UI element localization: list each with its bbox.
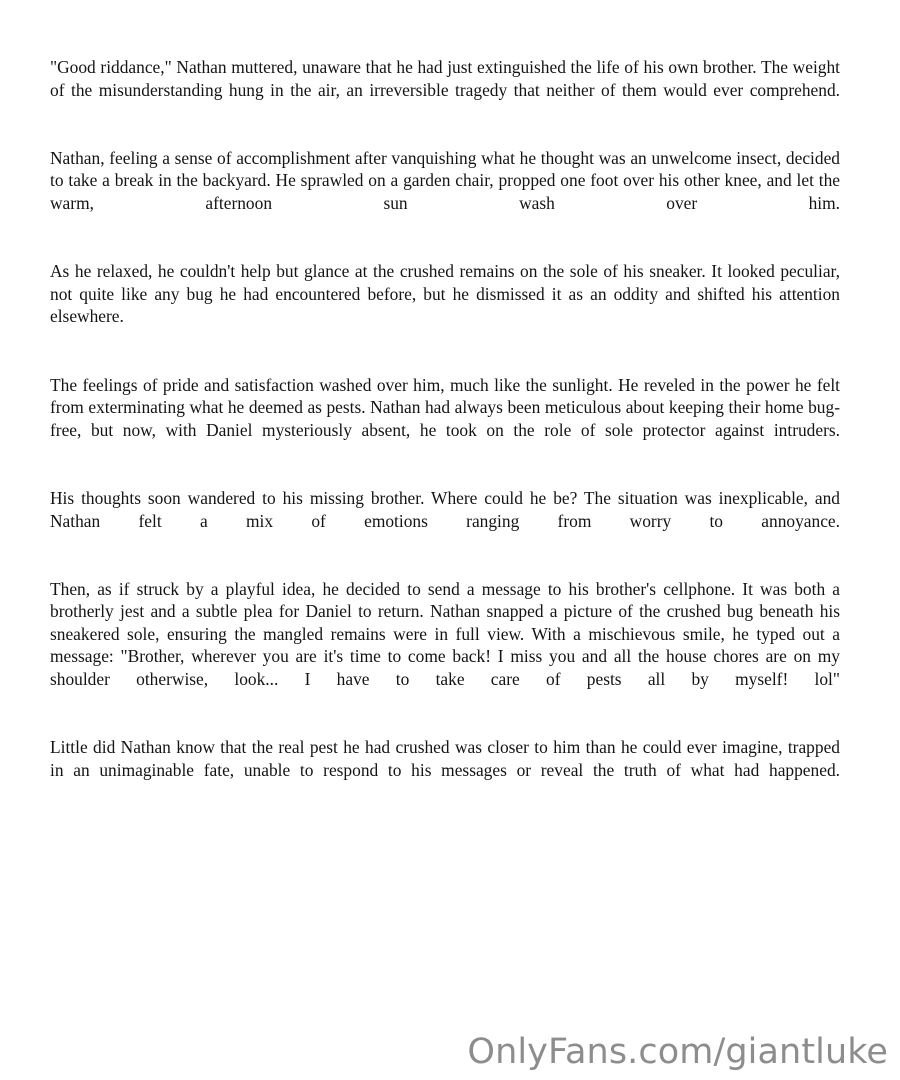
watermark-text: OnlyFans.com/giantluke — [467, 1032, 888, 1072]
paragraph: As he relaxed, he couldn't help but glance at the crushed remains on the sole of his sneaker. It looked peculiar, not quite like any bug he had encountered before, but he dismissed it as an oddity and shifted his attention elsewhere. — [50, 261, 840, 327]
paragraph: "Good riddance," Nathan muttered, unaware that he had just extinguished the life of his own brother. The weight of the misunderstanding hung in the air, an irreversible tragedy that neither of them would ever comprehend. — [50, 57, 840, 100]
document-body — [50, 56, 840, 804]
paragraph: Nathan, feeling a sense of accomplishment after vanquishing what he thought was an unwelcome insect, decided to take a break in the backyard. He sprawled on a garden chair, propped one foot over his other knee, and let the warm, afternoon sun wash over him. — [50, 147, 840, 213]
paragraph: His thoughts soon wandered to his missing brother. Where could he be? The situation was inexplicable, and Nathan felt a mix of emotions ranging from worry to annoyance. — [50, 487, 840, 531]
paragraph: Little did Nathan know that the real pest he had crushed was closer to him than he could ever imagine, trapped in an unimaginable fate, unable to respond to his messages or reveal the truth of what had happened. — [50, 737, 840, 780]
paragraph: Then, as if struck by a playful idea, he decided to send a message to his brother's cellphone. It was both a brotherly jest and a subtle plea for Daniel to return. Nathan snapped a picture of the crushed bug beneath his sneakered sole, ensuring the mangled remains were in full view. With a mischievous smile, he typed out a message: "Brother, wherever you are it's time to come back! I miss you and all the house chores are on my shoulder otherwise, look... I have to take care of pests all by myself! lol" — [50, 578, 840, 690]
paragraph: The feelings of pride and satisfaction washed over him, much like the sunlight. He reveled in the power he felt from exterminating what he deemed as pests. Nathan had always been meticulous about keeping their home bug-free, but now, with Daniel mysteriously absent, he took on the role of sole protector against intruders. — [50, 374, 840, 440]
